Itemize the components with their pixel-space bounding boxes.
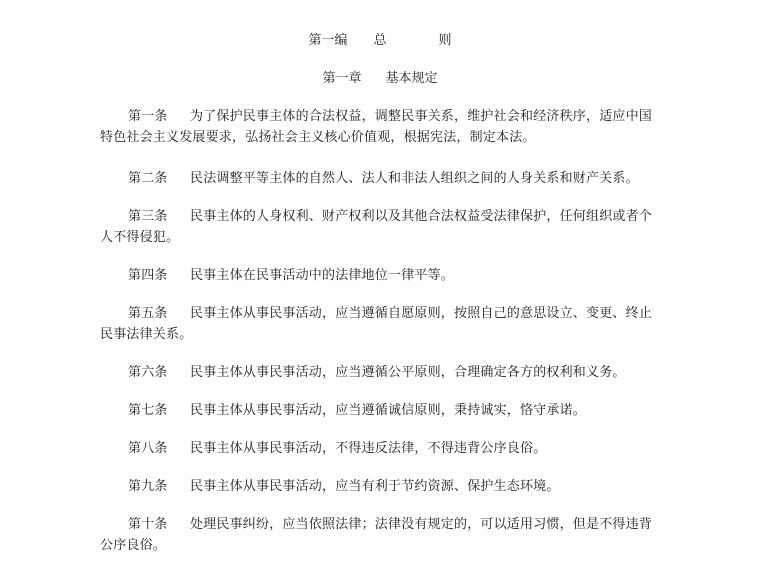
article-text: 处理民事纠纷，应当依照法律；法律没有规定的，可以适用习惯，但是不得违背公序良俗。 [100, 517, 653, 553]
article-5 [100, 303, 658, 345]
article-4 [100, 265, 658, 286]
article-text: 为了保护民事主体的合法权益，调整民事关系，维护社会和经济秩序，适应中国特色社会主义发展要求，弘扬社会主义核心价值观，根据宪法，制定本法。 [100, 109, 653, 145]
article-text: 民事主体从事民事活动，应当遵循诚信原则，秉持诚实，恪守承诺。 [190, 403, 587, 418]
article-number: 第八条 [128, 441, 168, 456]
article-number: 第九条 [128, 479, 168, 494]
article-3 [100, 206, 658, 248]
articles-list [100, 106, 658, 556]
article-number: 第二条 [128, 171, 168, 186]
part-title-char-1: 总 [373, 33, 387, 48]
article-number: 第三条 [128, 209, 168, 224]
article-number: 第十条 [128, 517, 168, 532]
article-text: 民事主体在民事活动中的法律地位一律平等。 [190, 268, 455, 283]
chapter-number: 第一章 [322, 71, 362, 86]
article-number: 第六条 [128, 365, 168, 380]
chapter-name: 基本规定 [385, 71, 438, 86]
article-8 [100, 438, 658, 459]
article-text: 民事主体从事民事活动，不得违反法律，不得违背公序良俗。 [190, 441, 547, 456]
article-10 [100, 514, 658, 556]
article-6 [100, 362, 658, 383]
article-text: 民事主体从事民事活动，应当有利于节约资源、保护生态环境。 [190, 479, 560, 494]
article-1 [100, 106, 658, 148]
article-text: 民法调整平等主体的自然人、法人和非法人组织之间的人身关系和财产关系。 [190, 171, 639, 186]
article-number: 第四条 [128, 268, 168, 283]
part-number: 第一编 [308, 33, 348, 48]
article-text: 民事主体从事民事活动，应当遵循公平原则，合理确定各方的权利和义务。 [190, 365, 626, 380]
article-9 [100, 476, 658, 497]
article-text: 民事主体的人身权利、财产权利以及其他合法权益受法律保护，任何组织或者个人不得侵犯。 [100, 209, 653, 245]
article-number: 第一条 [128, 109, 168, 124]
part-title-char-2: 则 [438, 33, 452, 48]
part-title [0, 32, 760, 50]
article-7 [100, 400, 658, 421]
chapter-title [0, 70, 760, 88]
article-number: 第五条 [128, 306, 168, 321]
article-2 [100, 168, 658, 189]
article-number: 第七条 [128, 403, 168, 418]
article-text: 民事主体从事民事活动，应当遵循自愿原则，按照自己的意思设立、变更、终止民事法律关系。 [100, 306, 653, 342]
